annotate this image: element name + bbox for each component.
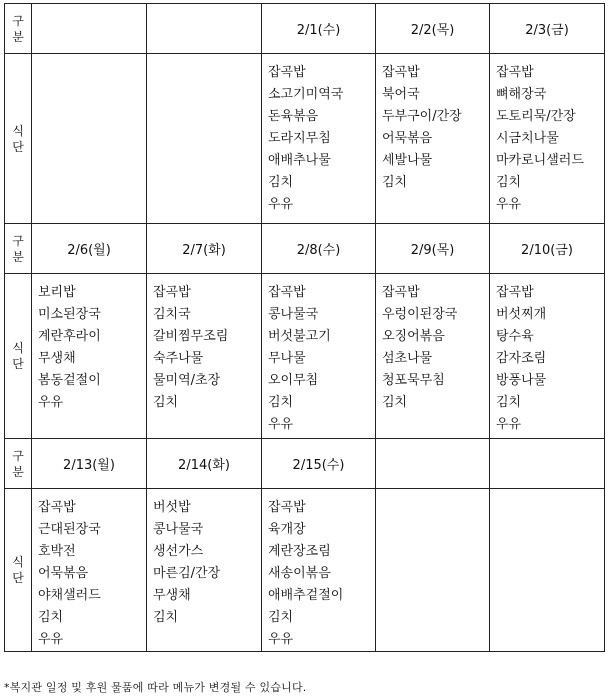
- menu-item: 도토리묵/간장: [496, 109, 576, 124]
- menu-item: 콩나물국: [268, 307, 319, 322]
- menu-row-week1: [5, 54, 605, 224]
- menu-item: 마카로니샐러드: [496, 153, 584, 168]
- date-cell: 2/2(목): [376, 4, 490, 54]
- menu-row-week3: [5, 489, 605, 652]
- menu-item: 보리밥: [38, 285, 76, 300]
- menu-item: 잡곡밥: [38, 500, 76, 515]
- menu-cell: [32, 54, 147, 224]
- menu-item: 봄동겉절이: [38, 373, 101, 388]
- date-header-row-week1: [5, 4, 605, 54]
- date-cell: 2/14(화): [147, 439, 262, 489]
- menu-item: 김치: [38, 610, 64, 625]
- menu-cell: [490, 489, 605, 652]
- date-cell: 2/15(수): [262, 439, 376, 489]
- menu-item: 육개장: [268, 522, 306, 537]
- menu-item: 잡곡밥: [268, 500, 306, 515]
- menu-row-week2: [5, 274, 605, 439]
- menu-cell: [262, 274, 376, 439]
- menu-item: 우유: [496, 197, 522, 212]
- menu-item: 세발나물: [382, 153, 433, 168]
- menu-item: 김치: [382, 175, 408, 190]
- menu-cell: [376, 489, 490, 652]
- menu-item: 탕수육: [496, 329, 534, 344]
- footnote: *복지관 일정 및 후원 물품에 따라 메뉴가 변경될 수 있습니다.: [4, 681, 307, 694]
- date-cell: 2/6(월): [32, 224, 147, 274]
- menu-item: 우유: [268, 197, 294, 212]
- menu-item: 버섯찌개: [496, 307, 547, 322]
- row-label-menu: 식 단: [5, 54, 32, 224]
- menu-cell: [32, 489, 147, 652]
- menu-item: 우유: [38, 395, 64, 410]
- menu-item: 근대된장국: [38, 522, 101, 537]
- menu-item: 소고기미역국: [268, 87, 344, 102]
- row-label-menu: 식 단: [5, 489, 32, 652]
- menu-item: 우유: [496, 417, 522, 432]
- menu-item: 김치국: [153, 307, 191, 322]
- date-cell: 2/10(금): [490, 224, 605, 274]
- menu-item: 애배추나물: [268, 153, 331, 168]
- menu-item: 김치: [496, 175, 522, 190]
- menu-item: 어묵볶음: [38, 566, 89, 581]
- menu-item: 오이무침: [268, 373, 319, 388]
- menu-item: 잡곡밥: [382, 285, 420, 300]
- menu-item: 돈육볶음: [268, 109, 319, 124]
- menu-item: 우렁이된장국: [382, 307, 458, 322]
- menu-cell: [147, 274, 262, 439]
- menu-item: 버섯밥: [153, 500, 191, 515]
- menu-item: 잡곡밥: [496, 285, 534, 300]
- menu-cell: [376, 54, 490, 224]
- date-cell: 2/1(수): [262, 4, 376, 54]
- menu-item: 우유: [38, 632, 64, 647]
- menu-item: 애배추겉절이: [268, 588, 344, 603]
- date-cell: [376, 439, 490, 489]
- menu-item: 두부구이/간장: [382, 109, 462, 124]
- menu-item: 미소된장국: [38, 307, 101, 322]
- menu-item: 김치: [268, 175, 294, 190]
- date-cell: 2/7(화): [147, 224, 262, 274]
- menu-item: 물미역/초장: [153, 373, 221, 388]
- menu-item: 무생채: [153, 588, 191, 603]
- menu-item: 호박전: [38, 544, 76, 559]
- menu-cell: [262, 54, 376, 224]
- menu-item: 계란장조림: [268, 544, 331, 559]
- menu-item: 잡곡밥: [382, 65, 420, 80]
- menu-cell: [262, 489, 376, 652]
- date-cell: 2/9(목): [376, 224, 490, 274]
- menu-item: 잡곡밥: [268, 285, 306, 300]
- row-label-header: 구 분: [5, 4, 32, 54]
- menu-cell: [147, 489, 262, 652]
- date-cell: [490, 439, 605, 489]
- row-label-header: 구 분: [5, 224, 32, 274]
- menu-item: 우유: [268, 417, 294, 432]
- date-header-row-week3: [5, 439, 605, 489]
- menu-item: 무생채: [38, 351, 76, 366]
- meal-menu-table: [4, 3, 605, 652]
- menu-cell: [376, 274, 490, 439]
- menu-cell: [147, 54, 262, 224]
- menu-item: 새송이볶음: [268, 566, 331, 581]
- menu-item: 무나물: [268, 351, 306, 366]
- menu-item: 방풍나물: [496, 373, 547, 388]
- menu-item: 버섯불고기: [268, 329, 331, 344]
- menu-item: 김치: [268, 395, 294, 410]
- menu-item: 청포묵무침: [382, 373, 445, 388]
- menu-item: 오징어볶음: [382, 329, 445, 344]
- date-cell: 2/3(금): [490, 4, 605, 54]
- menu-item: 갈비찜무조림: [153, 329, 229, 344]
- menu-item: 생선가스: [153, 544, 204, 559]
- date-cell: 2/8(수): [262, 224, 376, 274]
- menu-item: 숙주나물: [153, 351, 204, 366]
- menu-item: 김치: [153, 610, 179, 625]
- menu-cell: [32, 274, 147, 439]
- menu-item: 김치: [153, 395, 179, 410]
- menu-item: 시금치나물: [496, 131, 559, 146]
- menu-item: 김치: [268, 610, 294, 625]
- row-label-header: 구 분: [5, 439, 32, 489]
- menu-cell: [490, 54, 605, 224]
- menu-item: 북어국: [382, 87, 420, 102]
- menu-item: 우유: [268, 632, 294, 647]
- menu-item: 섬초나물: [382, 351, 433, 366]
- menu-item: 감자조림: [496, 351, 547, 366]
- menu-item: 뼈해장국: [496, 87, 547, 102]
- menu-item: 콩나물국: [153, 522, 204, 537]
- menu-item: 마른김/간장: [153, 566, 221, 581]
- date-header-row-week2: [5, 224, 605, 274]
- menu-item: 김치: [382, 395, 408, 410]
- date-cell: [147, 4, 262, 54]
- menu-item: 잡곡밥: [268, 65, 306, 80]
- menu-item: 계란후라이: [38, 329, 101, 344]
- menu-item: 잡곡밥: [153, 285, 191, 300]
- row-label-menu: 식 단: [5, 274, 32, 439]
- menu-cell: [490, 274, 605, 439]
- menu-item: 도라지무침: [268, 131, 331, 146]
- date-cell: 2/13(월): [32, 439, 147, 489]
- date-cell: [32, 4, 147, 54]
- menu-item: 야채샐러드: [38, 588, 101, 603]
- menu-item: 어묵볶음: [382, 131, 433, 146]
- menu-item: 잡곡밥: [496, 65, 534, 80]
- menu-item: 김치: [496, 395, 522, 410]
